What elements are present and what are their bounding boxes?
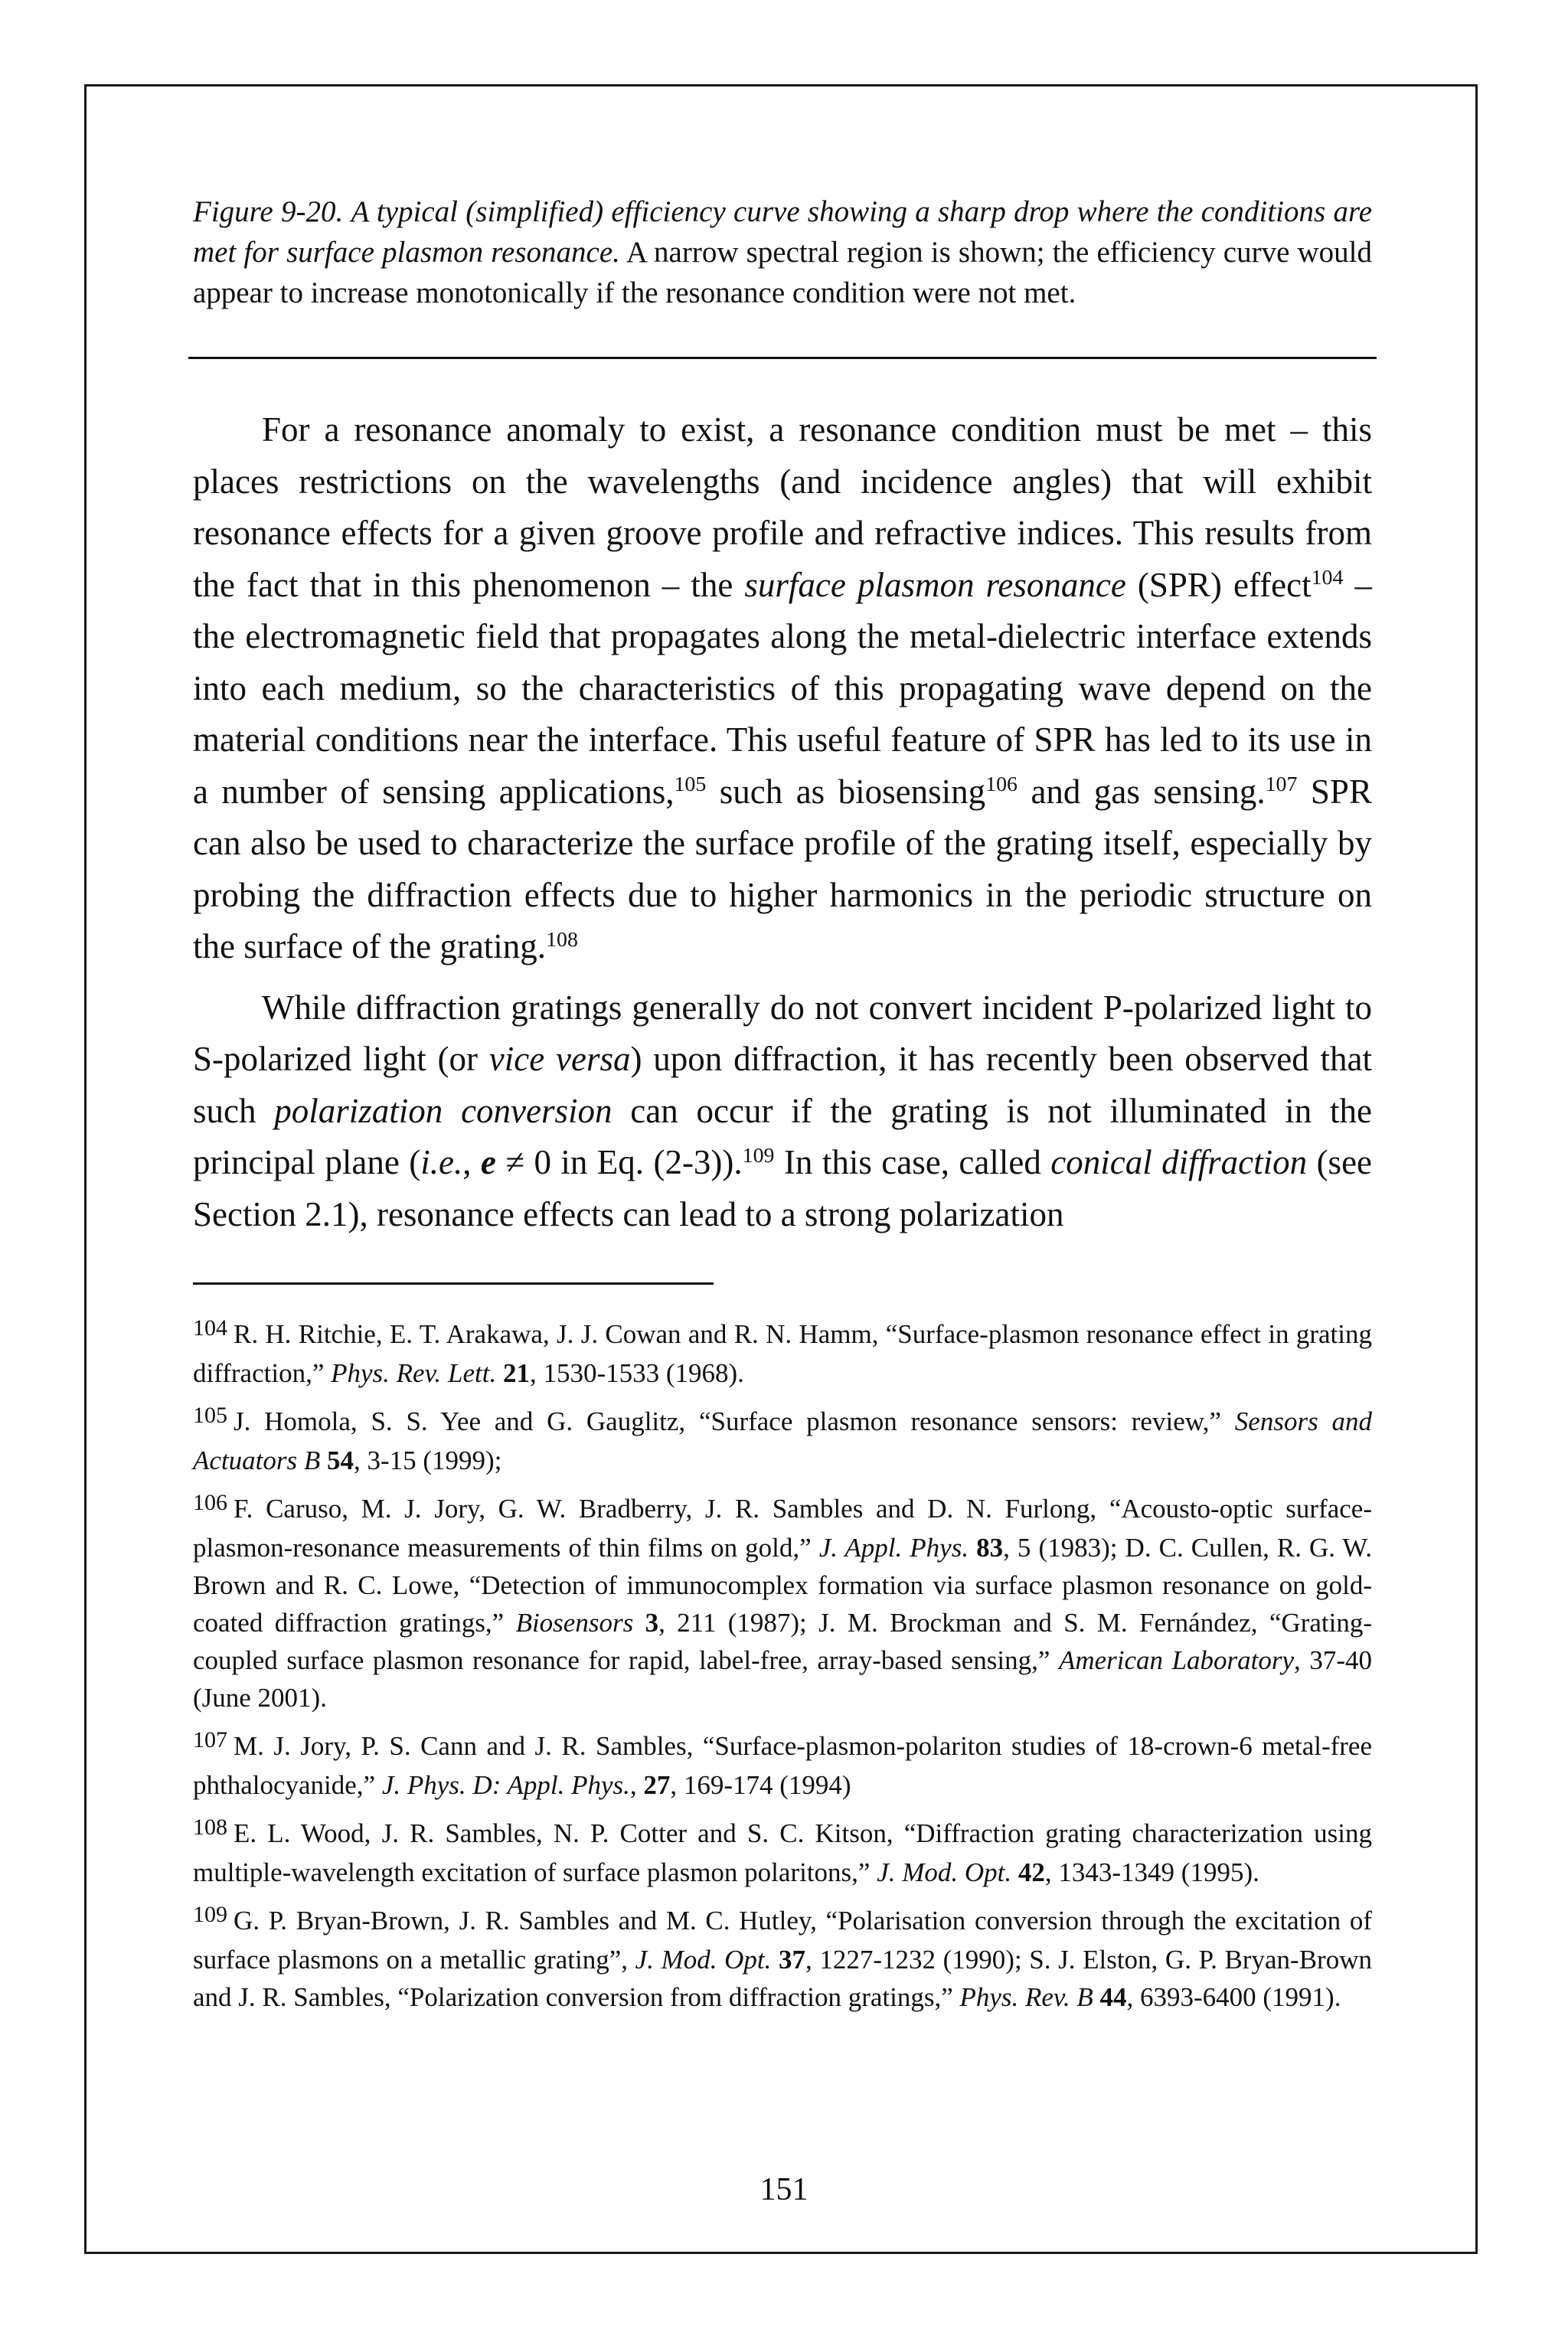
footnote-number: 107 <box>193 1727 227 1753</box>
footnote-104 <box>193 1315 1372 1392</box>
footnote-number: 109 <box>193 1902 227 1927</box>
footnote-number: 106 <box>193 1490 227 1515</box>
footnote-108 <box>193 1815 1372 1891</box>
text: and gas sensing. <box>1018 772 1266 811</box>
volume: 3 <box>645 1608 659 1638</box>
footnote-number: 105 <box>193 1403 227 1428</box>
italic-term: polarization conversion <box>274 1091 612 1130</box>
text <box>633 1608 645 1638</box>
footnote-ref: 105 <box>674 773 707 797</box>
text: (SPR) effect <box>1125 565 1312 604</box>
footnote-106 <box>193 1490 1372 1717</box>
footnote-109 <box>193 1902 1372 2016</box>
text: R. H. Ritchie, E. T. Arakawa, J. J. Cowan and R. N. Hamm, “Surface-plasmon resonance effect in grating diffraction,” <box>193 1319 1372 1388</box>
body-text <box>193 404 1372 1250</box>
text: , 6393-6400 (1991). <box>1126 1982 1341 2012</box>
text <box>1011 1857 1018 1887</box>
text: – the electromagnetic field that propagates along the metal-dielectric interface extends into each medium, so the characteristics of this propagating wave depend on the material conditions near the interface. This useful feature of SPR has led to its use in a number of sensing applications, <box>193 565 1372 811</box>
text: , 169-174 (1994) <box>670 1770 851 1800</box>
text <box>1093 1982 1100 2012</box>
journal: J. Appl. Phys. <box>818 1533 969 1563</box>
text: , <box>629 1770 644 1800</box>
text: While diffraction gratings generally do not convert incident P-polarized light to S-polarized light (or <box>193 988 1372 1078</box>
journal: J. Mod. Opt. <box>635 1945 772 1975</box>
italic-term: conical diffraction <box>1050 1143 1308 1181</box>
text: , 1530-1533 (1968). <box>529 1358 744 1388</box>
text: (see Section 2.1), resonance effects can lead to a strong polarization <box>193 1143 1373 1233</box>
caption-italic-text: A typical (simplified) efficiency curve showing a sharp drop where the conditions are met for surface plasmon resonance. <box>193 195 1373 269</box>
text: J. Homola, S. S. Yee and G. Gauglitz, “Surface plasmon resonance sensors: review,” <box>234 1406 1235 1436</box>
volume: 27 <box>643 1770 671 1800</box>
text: ≠ 0 in Eq. (2-3)). <box>495 1143 743 1181</box>
footnote-107 <box>193 1727 1372 1804</box>
text <box>969 1533 976 1563</box>
figure-label: Figure 9-20. <box>193 195 344 228</box>
volume: 42 <box>1018 1857 1045 1887</box>
journal: J. Phys. D: Appl. Phys. <box>381 1770 630 1800</box>
text <box>496 1358 503 1388</box>
journal: J. Mod. Opt. <box>877 1857 1012 1887</box>
text: SPR can also be used to characterize the surface profile of the grating itself, especially by probing the diffraction effects due to higher harmonics in the periodic structure on the surface of the grating. <box>193 772 1372 965</box>
footnote-divider <box>193 1282 714 1285</box>
volume: 37 <box>778 1945 805 1975</box>
text: , 5 (1983); D. C. Cullen, R. G. W. Brown and R. C. Lowe, “Detection of immunocomplex formation via surface plasmon resonance on gold-coated diffraction gratings,” <box>193 1533 1372 1638</box>
caption-divider <box>188 357 1377 359</box>
volume: 44 <box>1099 1982 1127 2012</box>
footnotes <box>193 1315 1372 2027</box>
paragraph-spr <box>193 404 1372 973</box>
text: F. Caruso, M. J. Jory, G. W. Bradberry, J. R. Sambles and D. N. Furlong, “Acousto-optic surface-plasmon-resonance measurements of thin films on gold,” <box>193 1494 1372 1563</box>
footnote-ref: 107 <box>1265 773 1298 797</box>
journal: Biosensors <box>515 1608 634 1638</box>
footnote-ref: 109 <box>742 1143 775 1168</box>
text: In this case, called <box>774 1143 1051 1181</box>
text: such as biosensing <box>706 772 986 811</box>
caption-plain-text: A narrow spectral region is shown; the efficiency curve would appear to increase monotonically if the resonance condition were not met. <box>193 236 1372 309</box>
footnote-number: 108 <box>193 1815 227 1840</box>
volume: 21 <box>502 1358 530 1388</box>
text: , <box>462 1143 481 1181</box>
footnote-ref: 104 <box>1311 566 1344 590</box>
volume: 83 <box>976 1533 1004 1563</box>
journal: Phys. Rev. B <box>959 1982 1093 2012</box>
journal: Phys. Rev. Lett. <box>331 1358 497 1388</box>
volume: 54 <box>326 1446 354 1475</box>
footnote-ref: 108 <box>546 927 578 952</box>
symbol: e <box>480 1143 496 1181</box>
text: G. P. Bryan-Brown, J. R. Sambles and M. C. Hutley, “Polarisation conversion through the excitation of surface plasmons on a metallic grating”, <box>193 1906 1372 1975</box>
footnote-105 <box>193 1403 1372 1479</box>
text: , 3-15 (1999); <box>353 1446 502 1475</box>
text: , 1343-1349 (1995). <box>1044 1857 1259 1887</box>
italic-term: i.e. <box>420 1143 463 1181</box>
journal: American Laboratory <box>1058 1645 1295 1675</box>
text: , 211 (1987); J. M. Brockman and S. M. Fernández, “Grating-coupled surface plasmon resonance for rapid, label-free, array-based sensing,” <box>193 1608 1372 1675</box>
italic-term: vice versa <box>488 1040 631 1078</box>
figure-caption <box>193 191 1372 313</box>
text: can occur if the grating is not illuminated in the principal plane ( <box>193 1091 1373 1181</box>
footnote-number: 104 <box>193 1315 227 1341</box>
text: E. L. Wood, J. R. Sambles, N. P. Cotter and S. C. Kitson, “Diffraction grating characterization using multiple-wavelength excitation of surface plasmon polaritons,” <box>193 1818 1372 1887</box>
text: For a resonance anomaly to exist, a resonance condition must be met – this places restrictions on the wavelengths (and incidence angles) that will exhibit resonance effects for a given groove profile and refractive indices. This results from the fact that in this phenomenon – the <box>193 410 1372 604</box>
text: , 1227-1232 (1990); S. J. Elston, G. P. Bryan-Brown and J. R. Sambles, “Polarization conversion from diffraction gratings,” <box>193 1945 1372 2012</box>
italic-term: surface plasmon resonance <box>744 565 1126 604</box>
journal: Sensors and Actuators B <box>193 1406 1372 1475</box>
text: , 37-40 (June 2001). <box>193 1645 1372 1713</box>
paragraph-polarization <box>193 982 1372 1241</box>
text: ) upon diffraction, it has recently been observed that such <box>193 1040 1372 1130</box>
text: M. J. Jory, P. S. Cann and J. R. Sambles, “Surface-plasmon-polariton studies of 18-crown-6 metal-free phthalocyanide,” <box>193 1731 1372 1800</box>
footnote-ref: 106 <box>985 773 1018 797</box>
text <box>320 1446 327 1475</box>
text <box>771 1945 779 1975</box>
page-number: 151 <box>760 2172 808 2207</box>
